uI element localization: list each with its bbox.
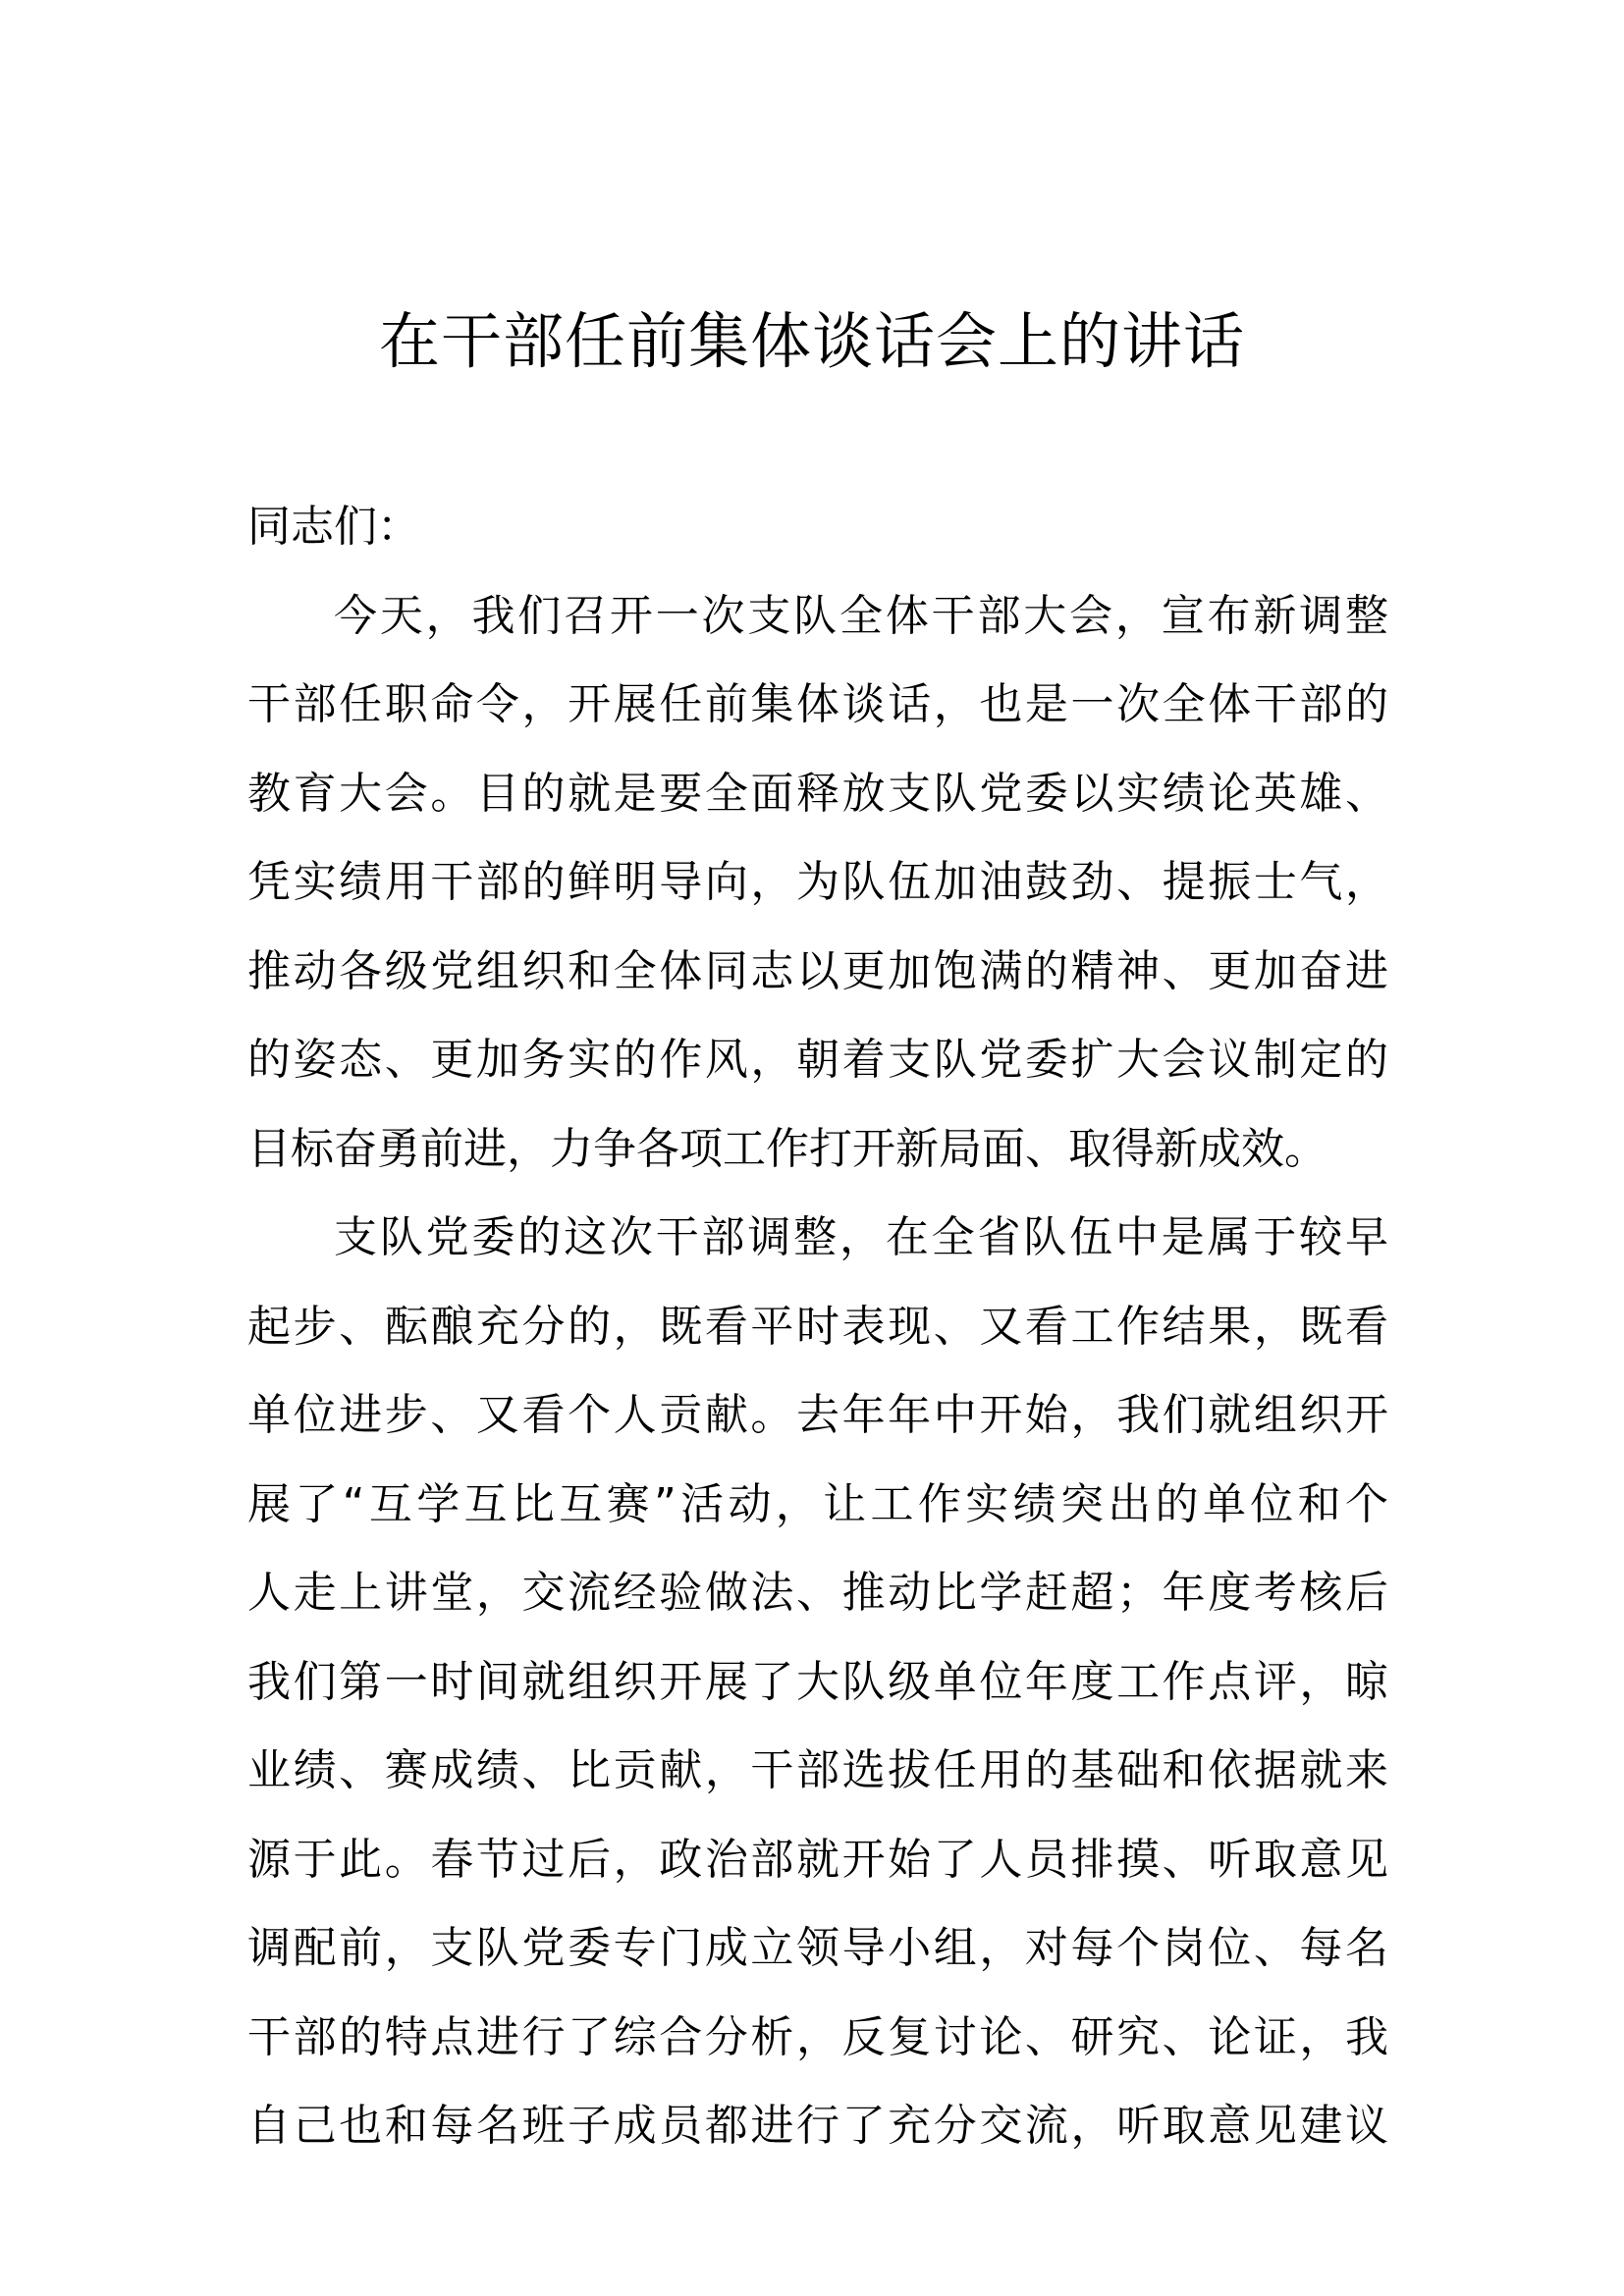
text-line: 目标奋勇前进，力争各项工作打开新局面、取得新成效。 — [247, 1123, 1327, 1174]
document-title: 在干部任前集体谈话会上的讲话 — [378, 305, 1245, 377]
text-line: 凭实绩用干部的鲜明导向，为队伍加油鼓劲、提振士气， — [247, 857, 1388, 907]
text-line: 单位进步、又看个人贡献。去年年中开始，我们就组织开 — [247, 1390, 1388, 1440]
text-line: 支队党委的这次干部调整，在全省队伍中是属于较早 — [334, 1212, 1388, 1262]
text-line: 业绩、赛成绩、比贡献，干部选拔任用的基础和依据就来 — [247, 1745, 1388, 1795]
text-line: 起步、酝酿充分的，既看平时表现、又看工作结果，既看 — [247, 1301, 1388, 1352]
text-line: 源于此。春节过后，政治部就开始了人员排摸、听取意见 — [247, 1834, 1388, 1885]
text-line: 调配前，支队党委专门成立领导小组，对每个岗位、每名 — [247, 1923, 1388, 1973]
document-body — [247, 483, 1388, 2171]
text-line: 自己也和每名班子成员都进行了充分交流，听取意见建议 — [247, 2101, 1388, 2151]
text-line: 的姿态、更加务实的作风，朝着支队党委扩大会议制定的 — [247, 1035, 1388, 1085]
text-line: 人走上讲堂，交流经验做法、推动比学赶超；年度考核后 — [247, 1568, 1388, 1618]
text-line: 我们第一时间就组织开展了大队级单位年度工作点评，晾 — [247, 1656, 1388, 1707]
text-line: 推动各级党组织和全体同志以更加饱满的精神、更加奋进 — [247, 945, 1388, 996]
text-line: 教育大会。目的就是要全面释放支队党委以实绩论英雄、 — [247, 768, 1388, 819]
paragraph-1 — [247, 572, 1388, 1195]
text-line: 干部任职命令，开展任前集体谈话，也是一次全体干部的 — [247, 679, 1388, 729]
text-line: 干部的特点进行了综合分析，反复讨论、研究、论证，我 — [247, 2011, 1388, 2062]
salutation: 同志们： — [247, 502, 420, 552]
text-line: 展了“互学互比互赛”活动，让工作实绩突出的单位和个 — [247, 1478, 1388, 1529]
paragraph-2 — [247, 1194, 1388, 2171]
text-line: 今天，我们召开一次支队全体干部大会，宣布新调整 — [334, 590, 1388, 641]
